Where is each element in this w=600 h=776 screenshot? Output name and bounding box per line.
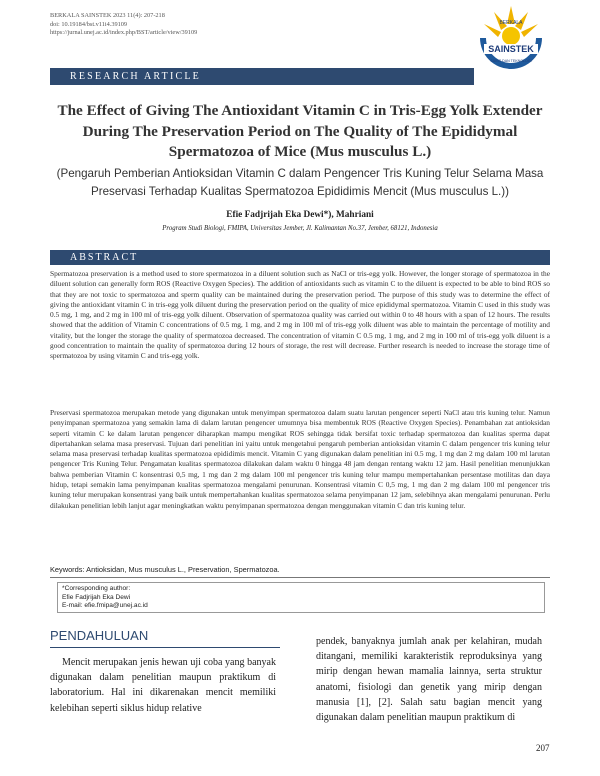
logo-top-text: BERKALA bbox=[499, 20, 523, 26]
correspondence-email[interactable]: E-mail: efie.fmipa@unej.ac.id bbox=[62, 602, 148, 610]
abstract-english: Spermatozoa preservation is a method used to store spermatozoa in a diluent solution such as NaCl or tris-egg yolk. However, the longer storage of spermatozoa in the diluent solution can generally form ROS (Reactive Oxygen Species). The addition of antioxidants such as vitamin C to the diluent is expected to be able to bind ROS so that they are not toxic to spermatozoa and sperm quality can be maintained during the preservation period. The purpose of this study was to determine the effect of giving the antioxidant vitamin C in tris-egg yolk diluent during the preservation period on the quality of mice epididymal spermatozoa. Vitamin C used in this study was 0.5 mg, 1 mg, and 2 mg in 100 ml of tris-egg yolk diluent. Observation of spermatozoa quality was carried out within 0 to 48 hours with a span of 12 hours. The results showed that the addition of Vitamin C concentrations of 0.5 mg, 1 mg, and 2 mg in 100 ml of tris-egg yolk diluent was able to maintain the percentage of motility and vitality, but the longer the storage the quality of spermatozoa decreased. The concentration of vitamin C 0.5 mg, 1 mg, and 2 mg in 100 ml of tris-egg yolk diluent is a good concentration to maintain the quality of spermatozoa during 12 hours of storage, the rest will decrease. Further research is needed to increase the storage time of spermatozoa by using vitamin C and tris-egg yolk. bbox=[50, 269, 550, 361]
journal-logo bbox=[474, 2, 548, 76]
keywords-label: Keywords: bbox=[50, 565, 85, 574]
article-type: RESEARCH ARTICLE bbox=[70, 71, 201, 82]
keywords bbox=[50, 565, 550, 575]
keywords-text: Antioksidan, Mus musculus L., Preservation, Spermatozoa. bbox=[86, 565, 280, 574]
section-title: PENDAHULUAN bbox=[50, 628, 149, 643]
logo-text: SAINSTEK bbox=[488, 44, 534, 54]
authors: Efie Fadjrijah Eka Dewi*), Mahriani bbox=[226, 210, 374, 220]
journal-header bbox=[50, 12, 197, 38]
correspondence-box bbox=[57, 582, 545, 613]
correspondence-name: Efie Fadjrijah Eka Dewi bbox=[62, 593, 131, 601]
journal-citation: BERKALA SAINSTEK 2023 11(4): 207-218 bbox=[50, 12, 165, 19]
abstract-indonesian: Preservasi spermatozoa merupakan metode yang digunakan untuk menyimpan spermatozoa dalam suatu larutan pengencer seperti NaCl atau tris kuning telur. Namun penyimpanan spermatozoa yang semakin lama di dalam larutan pengencer umumnya bisa membentuk ROS (Reactive Oxygen Species). Penambahan zat antioksidan seperti vitamin C ke dalam larutan pengencer diharapkan mampu mengikat ROS sehingga tidak bersifat toxic terhadap spermatozoa dan kualitas sperma dapat dipertahankan selama masa preservasi. Tujuan dari penelitian ini yaitu untuk mengetahui pengaruh pemberian antioksidan vitamin C dalam pengencer tris kuning telur selama masa preservasi terhadap kualitas spermatozoa epididimis mencit. Vitamin C yang digunakan dalam penelitian ini 0.5 mg, 1 mg dan 2 mg dalam 100 ml larutan pengencer Tris Kuning Telur. Pengamatan kualitas spermatozoa dilakukan dalam waktu 0 hingga 48 jam dengan rentang waktu 12 jam. Hasil penelitian menunjukkan bahwa pemberian Vitamin C konsentrasi 0,5 mg, 1 mg dan 2 mg dalam 100 ml pengencer tris kuning telur mampu mempertahankan persentase motilitas dan daya hidup, tetapi semakin lama penyimpanan kualitas spermatozoa mengalami penurunan. Konsentrasi vitamin C 0,5 mg, 1 mg dan 2 mg dalam 100 ml pengencer tris kuning telur merupakan konsentrasi yang baik untuk mempertahankan kualitas spermatozoa selama penyimpanan 12 jam, selebihnya akan mengalami penurunan. Perlu dilakukan penelitian lebih lanjut agar meningkatkan waktu penyimpanan spermatozoa dengan menggunakan vitamin C dan tris kuning telur. bbox=[50, 408, 550, 510]
section-underline bbox=[50, 647, 280, 648]
affiliation: Program Studi Biologi, FMIPA, Universitas Jember, Jl. Kalimantan No.37, Jember, 68121, Indonesia bbox=[162, 225, 438, 232]
body-column-right: pendek, banyaknya jumlah anak per kelahiran, mudah ditangani, memiliki karakteristik reproduksinya yang mirip dengan hewan mamalia lainnya, serta struktur anatomi, fisiologi dan genetik yang mirip dengan manusia [1], [2]. Salah satu bagian mencit yang digunakan dalam penelitian maupun praktikum di bbox=[316, 636, 542, 724]
article-type-bar bbox=[50, 68, 474, 85]
divider bbox=[50, 577, 550, 578]
page-number: 207 bbox=[536, 743, 550, 753]
doi-line: doi: 10.19184/bst.v11i4.39109 bbox=[50, 20, 128, 28]
body-column-left: Mencit merupakan jenis hewan uji coba yang banyak digunakan dalam penelitian maupun praktikum di laboratorium. Hal ini dikarenakan mencit memiliki kelebihan seperti siklus hidup relative bbox=[50, 657, 276, 714]
correspondence-label: *Corresponding author: bbox=[62, 585, 131, 592]
abstract-label: ABSTRACT bbox=[70, 252, 139, 263]
article-title: The Effect of Giving The Antioxidant Vitamin C in Tris-Egg Yolk Extender During The Preservation Period on The Quality of The Epididymal Spermatozoa of Mice (Mus musculus L.) bbox=[57, 102, 543, 160]
article-url[interactable]: https://jurnal.unej.ac.id/index.php/BST/article/view/39109 bbox=[50, 29, 198, 37]
abstract-bar bbox=[50, 250, 550, 265]
article-subtitle: (Pengaruh Pemberian Antioksidan Vitamin C dalam Pengencer Tris Kuning Telur Selama Masa Preservasi Terhadap Kualitas Spermatozoa Epididimis Mencit (Mus musculus L.)) bbox=[56, 167, 544, 198]
logo-bottom-text: SAINS DAN TEKNOLOGI bbox=[490, 59, 532, 63]
